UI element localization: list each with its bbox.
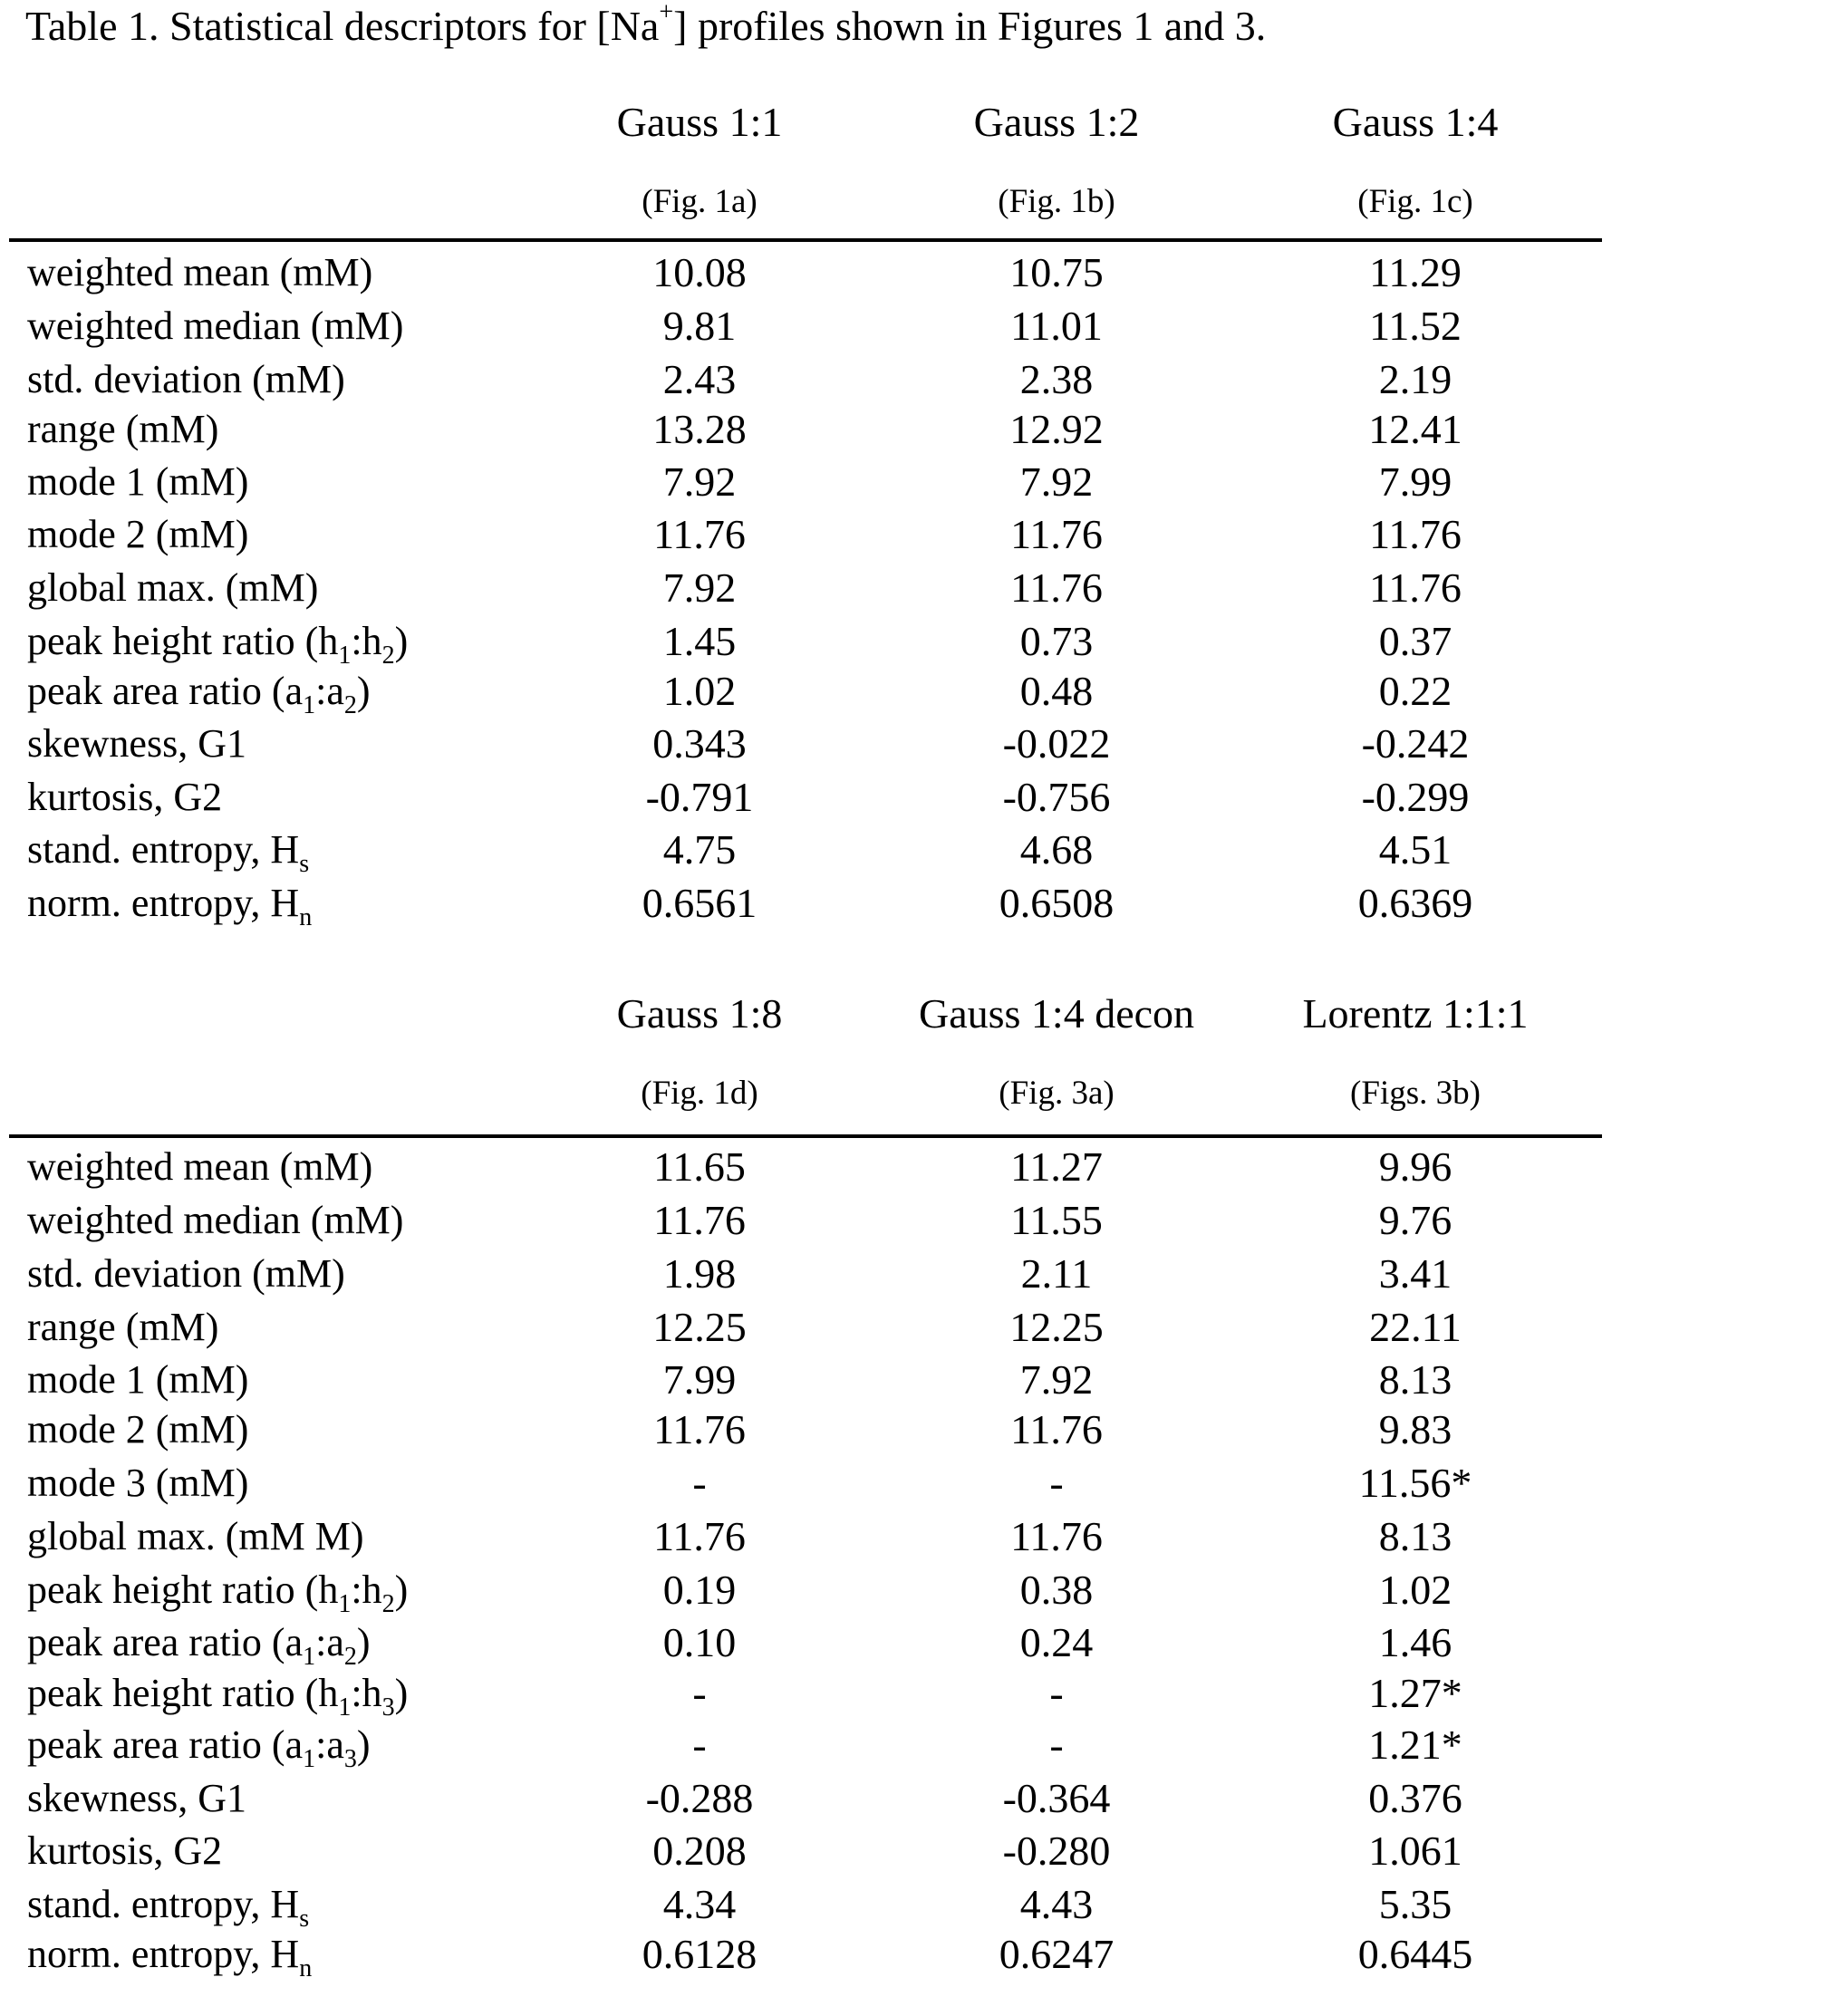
table-cell: 9.76 [1378, 1197, 1452, 1243]
label-subscript: 3 [381, 1693, 395, 1722]
table-cell: 9.81 [662, 303, 737, 349]
row-label [27, 824, 309, 876]
table-cell: -0.288 [645, 1775, 754, 1821]
column-figure-ref: (Fig. 1c) [1357, 183, 1473, 220]
column-figure-ref: (Fig. 1d) [641, 1075, 758, 1112]
caption-text-end: ] profiles shown in Figures 1 and 3. [673, 3, 1267, 49]
row-label [27, 1301, 218, 1354]
table-cell: 4.68 [1019, 826, 1094, 873]
label-text: norm. entropy, H [27, 1932, 300, 1976]
label-text: :a [315, 1620, 344, 1664]
column-header: Gauss 1:4 [1332, 99, 1499, 145]
table-row [0, 353, 1824, 406]
table-cell: 0.73 [1019, 618, 1094, 664]
table-cell: 1.98 [662, 1250, 737, 1297]
table-cell: 8.13 [1378, 1356, 1452, 1403]
label-text: peak height ratio (h [27, 1567, 339, 1612]
table-cell: 0.6128 [642, 1931, 758, 1977]
row-label [27, 877, 312, 930]
table-cell: 11.76 [653, 1406, 746, 1452]
table-row [0, 1354, 1824, 1406]
table-cell: 0.24 [1019, 1619, 1094, 1665]
table-cell: 1.45 [662, 618, 737, 664]
label-text: kurtosis, G2 [27, 1828, 223, 1873]
label-text: skewness, G1 [27, 1776, 246, 1820]
table-row [0, 1667, 1824, 1720]
label-text: mode 1 (mM) [27, 459, 249, 504]
table-cell: 11.76 [1010, 1513, 1103, 1559]
column-figure-ref: (Fig. 1b) [998, 183, 1115, 220]
label-subscript: 1 [338, 641, 352, 670]
table-row [0, 1194, 1824, 1247]
table-cell: 7.92 [662, 458, 737, 505]
label-text: ) [394, 619, 409, 663]
caption-superscript: + [659, 0, 674, 26]
table-cell: 12.25 [1009, 1304, 1104, 1350]
label-text: peak area ratio (a [27, 669, 304, 713]
table-row [0, 1301, 1824, 1354]
row-label [27, 1564, 408, 1616]
label-text: mode 2 (mM) [27, 1407, 249, 1452]
table-cell: 8.13 [1378, 1513, 1452, 1559]
table-row [0, 1510, 1824, 1563]
table-cell: - [1049, 1460, 1064, 1506]
table-cell: -0.299 [1361, 774, 1470, 820]
table-cell: 11.56* [1358, 1460, 1472, 1506]
table-cell: 0.6247 [999, 1931, 1115, 1977]
table-row [0, 1457, 1824, 1510]
table-row [0, 877, 1824, 930]
label-subscript: 3 [343, 1745, 357, 1773]
table-cell: 11.01 [1010, 303, 1103, 349]
table-cell: 4.43 [1019, 1881, 1094, 1927]
table-cell: 13.28 [652, 406, 747, 452]
label-subscript: s [299, 1905, 310, 1933]
row-label [27, 1719, 371, 1771]
row-label [27, 456, 248, 508]
table-cell: - [692, 1722, 707, 1768]
row-label [27, 1194, 403, 1247]
column-header: Gauss 1:8 [616, 990, 783, 1037]
label-text: stand. entropy, H [27, 827, 300, 872]
table-cell: 0.6508 [999, 880, 1115, 926]
row-label [27, 1457, 248, 1510]
table-cell: 0.6561 [642, 880, 758, 926]
column-header: Gauss 1:1 [616, 99, 783, 145]
row-label [27, 615, 408, 668]
table-cell: 1.46 [1378, 1619, 1452, 1665]
row-label [27, 1667, 408, 1720]
table-row [0, 1616, 1824, 1669]
label-text: weighted median (mM) [27, 304, 404, 348]
table-row [0, 1772, 1824, 1825]
table-cell: 11.76 [653, 1513, 746, 1559]
table-cell: 10.08 [652, 249, 747, 295]
table-cell: 1.02 [1378, 1567, 1452, 1613]
label-subscript: n [299, 1954, 313, 1982]
row-label [27, 1928, 312, 1981]
label-subscript: 1 [303, 691, 316, 719]
label-text: skewness, G1 [27, 721, 246, 766]
row-label [27, 353, 345, 406]
table-cell: 0.208 [652, 1828, 747, 1874]
table-caption [25, 0, 1266, 53]
table-cell: 9.96 [1378, 1143, 1452, 1190]
table-cell: 7.92 [1019, 1356, 1094, 1403]
table-row [0, 456, 1824, 508]
row-label [27, 718, 246, 770]
table-cell: - [1049, 1670, 1064, 1716]
label-text: global max. (mM) [27, 565, 319, 610]
table-cell: 22.11 [1369, 1304, 1462, 1350]
table-cell: 11.76 [1010, 1406, 1103, 1452]
table-cell: 11.27 [1010, 1143, 1103, 1190]
label-text: mode 1 (mM) [27, 1357, 249, 1402]
table-cell: 0.38 [1019, 1567, 1094, 1613]
label-subscript: 2 [381, 1590, 395, 1618]
table-cell: 5.35 [1378, 1881, 1452, 1927]
label-text: mode 2 (mM) [27, 512, 249, 556]
label-text: :h [351, 619, 382, 663]
label-subscript: s [299, 850, 310, 878]
table-row [0, 1248, 1824, 1300]
table-cell: 2.38 [1019, 356, 1094, 402]
label-text: ) [394, 1567, 409, 1612]
table-row [0, 824, 1824, 876]
row-label [27, 300, 403, 352]
table-cell: 4.75 [662, 826, 737, 873]
table-cell: 4.34 [662, 1881, 737, 1927]
table-cell: 11.76 [1010, 511, 1103, 557]
table-cell: 0.376 [1368, 1775, 1462, 1821]
column-figure-ref: (Fig. 1a) [642, 183, 758, 220]
row-label [27, 1141, 372, 1193]
label-text: :a [315, 669, 344, 713]
table-cell: -0.022 [1002, 720, 1111, 767]
table-cell: - [692, 1670, 707, 1716]
table-cell: 11.52 [1369, 303, 1462, 349]
table-cell: -0.280 [1002, 1828, 1111, 1874]
table-cell: 11.76 [1010, 564, 1103, 611]
table-row [0, 615, 1824, 668]
table-cell: 1.27* [1368, 1670, 1462, 1716]
table-cell: 12.25 [652, 1304, 747, 1350]
table-cell: 0.37 [1378, 618, 1452, 664]
label-subscript: 1 [338, 1693, 352, 1722]
table-row [0, 771, 1824, 824]
table-cell: 0.19 [662, 1567, 737, 1613]
label-text: std. deviation (mM) [27, 1251, 345, 1296]
table-row [0, 403, 1824, 456]
table-cell: 7.92 [662, 564, 737, 611]
table-row [0, 1403, 1824, 1456]
table-row [0, 246, 1824, 299]
table-cell: 11.76 [653, 1197, 746, 1243]
label-subscript: 1 [338, 1590, 352, 1618]
row-label [27, 1878, 309, 1931]
table-cell: 0.22 [1378, 668, 1452, 714]
table-cell: 11.76 [1369, 511, 1462, 557]
label-text: :h [351, 1671, 382, 1715]
row-label [27, 665, 371, 718]
table-cell: -0.242 [1361, 720, 1470, 767]
label-text: ) [356, 1620, 371, 1664]
label-text: peak area ratio (a [27, 1722, 304, 1767]
table-row [0, 718, 1824, 770]
table-cell: 4.51 [1378, 826, 1452, 873]
row-label [27, 1616, 371, 1669]
row-label [27, 1510, 364, 1563]
label-text: kurtosis, G2 [27, 775, 223, 819]
table-cell: - [692, 1460, 707, 1506]
label-text: peak height ratio (h [27, 1671, 339, 1715]
row-label [27, 1248, 345, 1300]
table-cell: -0.364 [1002, 1775, 1111, 1821]
header-rule [9, 238, 1602, 242]
row-label [27, 562, 318, 614]
table-row [0, 1825, 1824, 1877]
label-subscript: 1 [303, 1745, 316, 1773]
row-label [27, 246, 372, 299]
table-row [0, 300, 1824, 352]
label-subscript: 2 [343, 1643, 357, 1671]
table-row [0, 665, 1824, 718]
row-label [27, 1772, 246, 1825]
table-cell: 0.10 [662, 1619, 737, 1665]
table-cell: 12.92 [1009, 406, 1104, 452]
table-cell: 7.99 [1378, 458, 1452, 505]
table-row [0, 1878, 1824, 1931]
row-label [27, 1354, 248, 1406]
column-figure-ref: (Fig. 3a) [999, 1075, 1115, 1112]
table-cell: 1.061 [1368, 1828, 1462, 1874]
label-text: ) [356, 669, 371, 713]
label-text: peak height ratio (h [27, 619, 339, 663]
label-text: range (mM) [27, 1305, 219, 1349]
column-figure-ref: (Figs. 3b) [1350, 1075, 1481, 1112]
row-label [27, 771, 222, 824]
table-cell: 0.48 [1019, 668, 1094, 714]
table-cell: 0.6445 [1357, 1931, 1473, 1977]
table-cell: 11.76 [1369, 564, 1462, 611]
table-cell: 7.99 [662, 1356, 737, 1403]
table-row [0, 508, 1824, 561]
label-subscript: 1 [303, 1643, 316, 1671]
label-text: stand. entropy, H [27, 1882, 300, 1926]
table-row [0, 1928, 1824, 1981]
table-cell: 12.41 [1368, 406, 1462, 452]
row-label [27, 1825, 222, 1877]
table-row [0, 562, 1824, 614]
table-cell: 1.21* [1368, 1722, 1462, 1768]
table-cell: 2.19 [1378, 356, 1452, 402]
table-cell: 11.76 [653, 511, 746, 557]
table-cell: 7.92 [1019, 458, 1094, 505]
table-cell: 2.11 [1020, 1250, 1093, 1297]
column-header: Gauss 1:2 [973, 99, 1140, 145]
row-label [27, 403, 218, 456]
table-cell: 9.83 [1378, 1406, 1452, 1452]
label-text: weighted median (mM) [27, 1198, 404, 1242]
label-text: ) [394, 1671, 409, 1715]
column-header: Gauss 1:4 decon [918, 990, 1195, 1037]
label-text: :a [315, 1722, 344, 1767]
label-text: ) [356, 1722, 371, 1767]
label-text: norm. entropy, H [27, 881, 300, 925]
table-cell: 11.29 [1369, 249, 1462, 295]
table-cell: - [1049, 1722, 1064, 1768]
table-cell: 1.02 [662, 668, 737, 714]
table-row [0, 1719, 1824, 1771]
column-header: Lorentz 1:1:1 [1302, 990, 1529, 1037]
table-cell: 11.65 [653, 1143, 746, 1190]
table-row [0, 1141, 1824, 1193]
table-cell: -0.756 [1002, 774, 1111, 820]
row-label [27, 1403, 248, 1456]
label-text: mode 3 (mM) [27, 1461, 249, 1505]
label-text: weighted mean (mM) [27, 250, 373, 294]
header-rule [9, 1134, 1602, 1138]
label-text: global max. (mM M) [27, 1514, 364, 1558]
row-label [27, 508, 248, 561]
table-row [0, 1564, 1824, 1616]
table-cell: 10.75 [1009, 249, 1104, 295]
label-subscript: 2 [343, 691, 357, 719]
label-text: weighted mean (mM) [27, 1144, 373, 1189]
label-subscript: 2 [381, 641, 395, 670]
label-subscript: n [299, 903, 313, 931]
table-cell: -0.791 [645, 774, 754, 820]
table-cell: 2.43 [662, 356, 737, 402]
table-cell: 0.6369 [1357, 880, 1473, 926]
label-text: peak area ratio (a [27, 1620, 304, 1664]
label-text: :h [351, 1567, 382, 1612]
label-text: range (mM) [27, 407, 219, 451]
label-text: std. deviation (mM) [27, 357, 345, 401]
table-cell: 11.55 [1010, 1197, 1103, 1243]
table-cell: 3.41 [1378, 1250, 1452, 1297]
table-cell: 0.343 [652, 720, 747, 767]
caption-text: Table 1. Statistical descriptors for [Na [25, 3, 660, 49]
